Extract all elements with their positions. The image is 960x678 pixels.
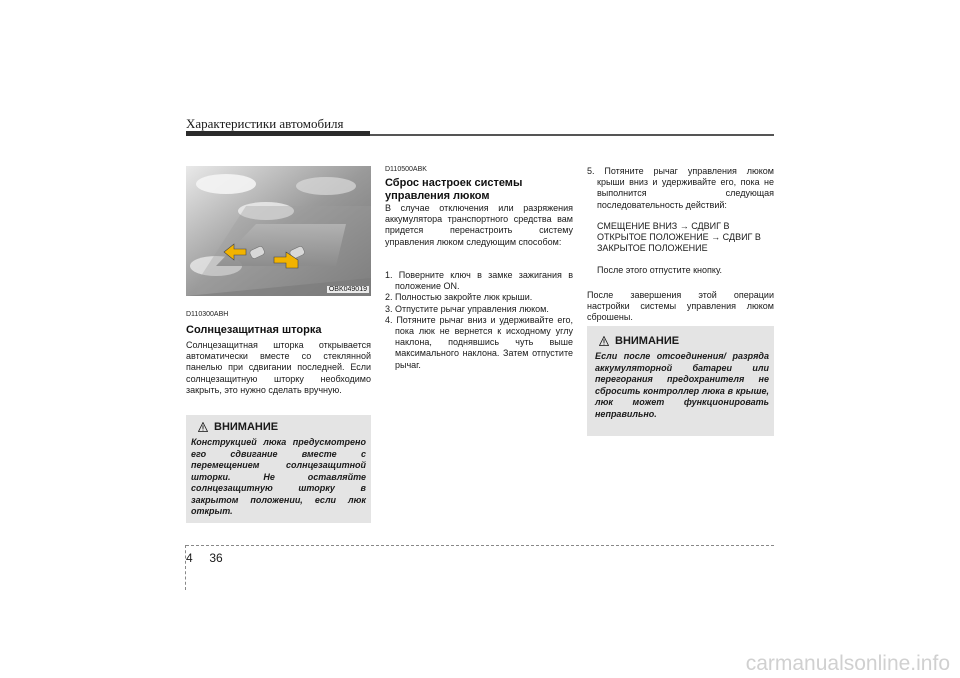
list-item: 5. Потяните рычаг управления люком крыши вниз и удерживайте его, пока не выполнится следующая последовательность действий: xyxy=(587,166,774,210)
section-body xyxy=(186,340,371,396)
body-text: Солнцезащитная шторка открывается автоматически вместе со стеклянной панелью при сдвигании последней. Если солнцезащитную шторку необходимо закрыть, это нужно сделать вручную. xyxy=(186,340,371,395)
section-code: D110500ABK xyxy=(385,166,427,173)
release-text: После этого отпустите кнопку. xyxy=(597,265,723,275)
warning-header xyxy=(198,421,278,433)
page-number xyxy=(186,551,223,565)
list-item: 1. Поверните ключ в замке зажигания в положение ON. xyxy=(385,270,573,292)
header-bar xyxy=(186,131,370,136)
after-text: После завершения этой операции настройки системы управления люком сброшены. xyxy=(587,290,774,323)
warning-box xyxy=(587,326,774,436)
sunroof-photo xyxy=(186,166,371,296)
warning-text: Если после отсоединения/ разряда аккумуляторной батареи или перегорания предохранителя не сбросить контроллер люка в крыше, люк может функционировать неправильно. xyxy=(595,351,769,419)
warning-header xyxy=(599,335,679,347)
footer-rule xyxy=(186,545,774,546)
heading-line: управления люком xyxy=(385,190,490,202)
list-item: 4. Потяните рычаг вниз и удерживайте его, пока люк не вернется к исходному углу наклона, поднявшись чуть выше максимального наклона. Затем отпустите рычаг. xyxy=(385,314,573,370)
chapter-number: 4 xyxy=(186,551,193,565)
warning-triangle-icon xyxy=(599,336,609,346)
steps-list-continued xyxy=(587,166,774,211)
list-item: 2. Полностью закройте люк крыши. xyxy=(385,292,533,303)
section-intro xyxy=(385,203,573,248)
warning-box xyxy=(186,415,371,523)
page-header-title: Характеристики автомобиля xyxy=(186,116,344,131)
warning-title: ВНИМАНИЕ xyxy=(214,421,279,433)
sequence-text: СМЕЩЕНИЕ ВНИЗ → СДВИГ В ОТКРЫТОЕ ПОЛОЖЕНИЕ → СДВИГ В ЗАКРЫТОЕ ПОЛОЖЕНИЕ xyxy=(597,221,761,254)
section-heading: Солнцезащитная шторка xyxy=(186,324,322,336)
steps-list xyxy=(385,270,573,371)
page-number-value: 36 xyxy=(209,551,223,565)
list-item: 3. Отпустите рычаг управления люком. xyxy=(385,303,549,314)
warning-triangle-icon xyxy=(198,422,208,432)
photo-caption: OBK049019 xyxy=(328,286,367,293)
section-heading xyxy=(385,177,575,203)
watermark: carmanualsonline.info xyxy=(745,652,950,675)
header-rule xyxy=(370,134,774,136)
warning-title: ВНИМАНИЕ xyxy=(615,335,680,347)
section-code: D110300ABH xyxy=(186,311,229,318)
intro-text: В случае отключения или разряжения аккумулятора транспортного средства вам придется перенастроить систему управления люком следующим способом: xyxy=(385,203,573,247)
warning-text: Конструкцией люка предусмотрено его сдвигание вместе с перемещением солнцезащитной шторки. Не оставляйте солнцезащитную шторку в закрытом положении, если люк открыт. xyxy=(191,437,366,516)
sunroof-illustration xyxy=(186,166,371,296)
heading-line: Сброс настроек системы xyxy=(385,177,523,189)
